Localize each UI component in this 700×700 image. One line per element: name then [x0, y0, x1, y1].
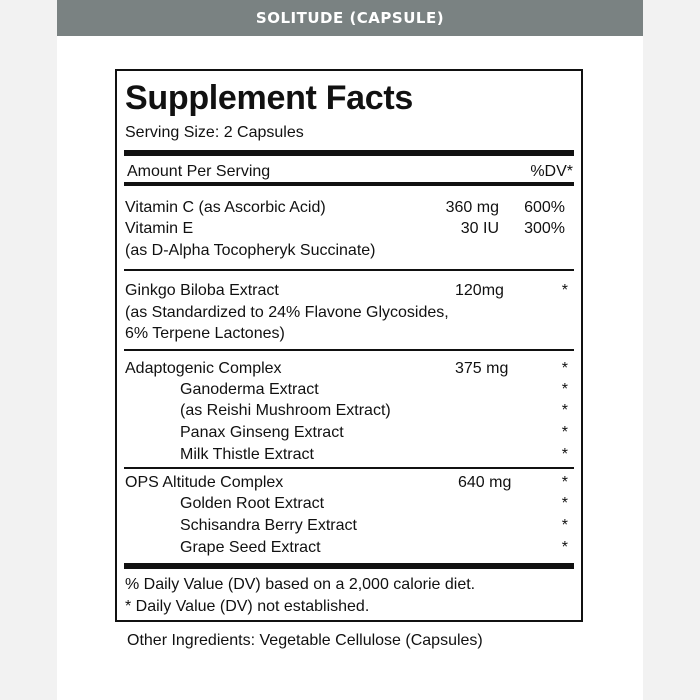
dv-header: %DV*	[530, 163, 573, 180]
amount-per-serving-header: Amount Per Serving	[127, 163, 271, 180]
thin-divider	[124, 269, 574, 271]
vitamin-c-dv: 600%	[524, 199, 565, 216]
ingredient-dv: *	[561, 402, 568, 419]
ginkgo-detail-2: 6% Terpene Lactones)	[125, 325, 285, 342]
ginkgo-amount: 120mg	[455, 282, 504, 299]
adaptogenic-name: Adaptogenic Complex	[125, 360, 282, 377]
product-page	[57, 0, 643, 700]
supplement-facts-panel	[115, 69, 583, 622]
product-title-banner: SOLITUDE (CAPSULE)	[57, 0, 643, 36]
ingredient-grape-seed: Grape Seed Extract	[180, 539, 321, 556]
vitamin-e-dv: 300%	[524, 220, 565, 237]
thick-divider	[124, 563, 574, 569]
vitamin-e-name: Vitamin E	[125, 220, 194, 237]
footnote-not-established: * Daily Value (DV) not established.	[125, 598, 370, 615]
ingredient-panax-ginseng: Panax Ginseng Extract	[180, 424, 344, 441]
ingredient-dv: *	[561, 517, 568, 534]
vitamin-e-amount: 30 IU	[460, 220, 499, 237]
vitamin-c-name: Vitamin C (as Ascorbic Acid)	[125, 199, 326, 216]
adaptogenic-dv: *	[561, 360, 568, 377]
ginkgo-dv: *	[561, 282, 568, 299]
ingredient-milk-thistle: Milk Thistle Extract	[180, 446, 314, 463]
medium-divider	[124, 182, 574, 186]
serving-size: Serving Size: 2 Capsules	[125, 124, 304, 141]
ginkgo-name: Ginkgo Biloba Extract	[125, 282, 279, 299]
thin-divider	[124, 467, 574, 469]
other-ingredients: Other Ingredients: Vegetable Cellulose (Capsules)	[127, 632, 483, 649]
thick-divider	[124, 150, 574, 156]
ingredient-ganoderma: Ganoderma Extract	[180, 381, 319, 398]
adaptogenic-amount: 375 mg	[455, 360, 509, 377]
ingredient-dv: *	[561, 446, 568, 463]
ingredient-dv: *	[561, 495, 568, 512]
thin-divider	[124, 349, 574, 351]
facts-title: Supplement Facts	[125, 79, 414, 117]
ingredient-dv: *	[561, 424, 568, 441]
ops-dv: *	[561, 474, 568, 491]
vitamin-c-amount: 360 mg	[445, 199, 499, 216]
ingredient-golden-root: Golden Root Extract	[180, 495, 325, 512]
ops-amount: 640 mg	[458, 474, 512, 491]
ingredient-dv: *	[561, 381, 568, 398]
ingredient-reishi: (as Reishi Mushroom Extract)	[180, 402, 391, 419]
ingredient-dv: *	[561, 539, 568, 556]
vitamin-e-detail: (as D-Alpha Tocopheryk Succinate)	[125, 242, 376, 259]
ops-name: OPS Altitude Complex	[125, 474, 284, 491]
footnote-daily-value: % Daily Value (DV) based on a 2,000 calorie diet.	[125, 576, 476, 593]
ginkgo-detail-1: (as Standardized to 24% Flavone Glycosides,	[125, 304, 449, 321]
ingredient-schisandra: Schisandra Berry Extract	[180, 517, 357, 534]
